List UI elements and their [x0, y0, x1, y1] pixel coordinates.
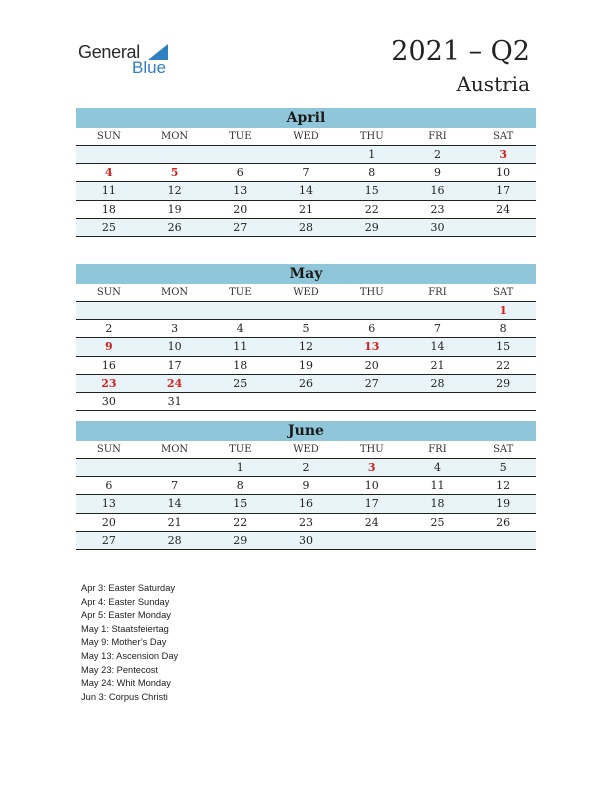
weekday-header-row — [76, 128, 536, 146]
day-cell: 25 — [101, 220, 116, 234]
day-cell: 4 — [433, 461, 441, 474]
day-cell: 24 — [364, 515, 379, 529]
holiday-item: Apr 5: Easter Monday — [81, 610, 171, 621]
day-cell: 8 — [236, 479, 244, 493]
day-cell: 7 — [433, 322, 441, 336]
weekday-label: MON — [160, 131, 189, 142]
day-cell: 17 — [496, 184, 511, 198]
empty-cell — [339, 532, 405, 549]
day-cell: 9 — [105, 340, 113, 354]
day-cell: 5 — [302, 322, 310, 336]
weekday-header-row — [76, 284, 536, 302]
day-cell: 20 — [233, 202, 248, 216]
month-may — [76, 264, 536, 411]
day-cell: 17 — [167, 358, 182, 372]
holiday-item: Apr 4: Easter Sunday — [81, 596, 170, 607]
day-cell: 16 — [299, 497, 314, 511]
day-cell: 31 — [167, 394, 182, 408]
week-row — [76, 302, 536, 320]
week-row — [76, 320, 536, 338]
day-cell: 27 — [233, 220, 248, 234]
weekday-label: WED — [293, 444, 319, 455]
month-header: April — [76, 108, 536, 128]
weekday-header-row — [76, 441, 536, 459]
weekday-label: THU — [359, 131, 384, 142]
week-row — [76, 477, 536, 495]
day-cell: 22 — [364, 202, 379, 216]
empty-cell — [207, 302, 273, 319]
weekday-label: SUN — [96, 444, 121, 455]
weekday-label: TUE — [229, 444, 252, 455]
empty-cell — [76, 146, 142, 163]
holiday-item: Jun 3: Corpus Christi — [81, 691, 168, 702]
weekday-label: WED — [293, 131, 319, 142]
day-cell: 3 — [499, 148, 507, 161]
day-cell: 14 — [167, 497, 182, 511]
month-june — [76, 421, 536, 550]
day-cell: 28 — [167, 533, 182, 547]
day-cell: 28 — [299, 220, 314, 234]
weekday-label: SUN — [96, 131, 121, 142]
day-cell: 8 — [499, 322, 507, 336]
day-cell: 25 — [233, 376, 248, 390]
day-cell: 1 — [499, 304, 507, 317]
day-cell: 10 — [496, 166, 511, 180]
empty-cell — [142, 459, 208, 476]
weekday-label: SAT — [493, 444, 514, 455]
week-row — [76, 182, 536, 200]
weekday-label: SUN — [96, 287, 121, 298]
day-cell: 27 — [101, 533, 116, 547]
day-cell: 6 — [236, 166, 244, 180]
day-cell: 11 — [101, 184, 116, 198]
day-cell: 11 — [233, 340, 248, 354]
empty-cell — [405, 532, 471, 549]
day-cell: 30 — [299, 533, 314, 547]
day-cell: 26 — [167, 220, 182, 234]
day-cell: 16 — [101, 358, 116, 372]
weekday-label: TUE — [229, 287, 252, 298]
holiday-item: May 13: Ascension Day — [81, 650, 179, 661]
day-cell: 12 — [167, 184, 182, 198]
day-cell: 19 — [496, 497, 511, 511]
weekday-label: WED — [293, 287, 319, 298]
day-cell: 5 — [170, 166, 179, 180]
month-header: June — [76, 421, 536, 441]
empty-cell — [405, 393, 471, 410]
day-cell: 2 — [433, 148, 441, 161]
empty-cell — [76, 459, 142, 476]
day-cell: 2 — [105, 322, 113, 336]
empty-cell — [207, 146, 273, 163]
day-cell: 4 — [105, 166, 113, 180]
empty-cell — [142, 302, 208, 319]
holiday-item: May 23: Pentecost — [81, 664, 158, 675]
day-cell: 23 — [101, 376, 117, 390]
country-name: Austria — [456, 72, 530, 96]
month-april — [76, 108, 536, 237]
week-row — [76, 357, 536, 375]
day-cell: 6 — [105, 479, 113, 493]
day-cell: 18 — [430, 497, 445, 511]
day-cell: 2 — [302, 461, 310, 474]
weekday-label: MON — [160, 444, 189, 455]
day-cell: 13 — [364, 340, 380, 354]
day-cell: 25 — [430, 515, 445, 529]
day-cell: 13 — [233, 184, 248, 198]
week-row — [76, 393, 536, 411]
holiday-item: May 9: Mother’s Day — [81, 637, 167, 648]
day-cell: 4 — [236, 322, 244, 336]
week-row — [76, 201, 536, 219]
empty-cell — [405, 302, 471, 319]
day-cell: 12 — [299, 340, 314, 354]
week-row — [76, 164, 536, 182]
day-cell: 8 — [368, 166, 376, 180]
day-cell: 18 — [233, 358, 248, 372]
weekday-label: FRI — [428, 444, 447, 455]
weekday-label: SAT — [493, 287, 514, 298]
day-cell: 7 — [171, 479, 179, 493]
week-row — [76, 219, 536, 237]
empty-cell — [339, 302, 405, 319]
weekday-label: THU — [359, 287, 384, 298]
day-cell: 20 — [101, 515, 116, 529]
weekday-label: THU — [359, 444, 384, 455]
day-cell: 23 — [299, 515, 314, 529]
day-cell: 12 — [496, 479, 511, 493]
day-cell: 28 — [430, 376, 445, 390]
day-cell: 5 — [499, 461, 507, 474]
empty-cell — [142, 146, 208, 163]
day-cell: 9 — [302, 479, 310, 493]
holiday-list — [81, 582, 178, 704]
empty-cell — [339, 393, 405, 410]
day-cell: 11 — [430, 479, 445, 493]
holiday-item: May 1: Staatsfeiertag — [81, 623, 169, 634]
day-cell: 6 — [368, 322, 376, 336]
empty-cell — [273, 393, 339, 410]
day-cell: 26 — [299, 376, 314, 390]
empty-cell — [76, 302, 142, 319]
day-cell: 9 — [433, 166, 441, 180]
day-cell: 3 — [367, 461, 376, 474]
empty-cell — [207, 393, 273, 410]
day-cell: 26 — [496, 515, 511, 529]
day-cell: 15 — [364, 184, 379, 198]
week-row — [76, 459, 536, 477]
logo-text-blue: Blue — [132, 58, 167, 77]
day-cell: 7 — [302, 166, 310, 180]
weekday-label: SAT — [493, 131, 514, 142]
week-row — [76, 495, 536, 513]
month-header: May — [76, 264, 536, 284]
day-cell: 1 — [368, 148, 376, 161]
day-cell: 16 — [430, 184, 445, 198]
day-cell: 14 — [430, 340, 445, 354]
day-cell: 22 — [233, 515, 248, 529]
day-cell: 30 — [430, 220, 445, 234]
day-cell: 14 — [299, 184, 314, 198]
day-cell: 29 — [496, 376, 511, 390]
day-cell: 22 — [496, 358, 511, 372]
day-cell: 24 — [496, 202, 511, 216]
day-cell: 10 — [364, 479, 379, 493]
day-cell: 19 — [167, 202, 182, 216]
holiday-item: May 24: Whit Monday — [81, 678, 171, 689]
empty-cell — [273, 302, 339, 319]
weekday-label: TUE — [229, 131, 252, 142]
weekday-label: FRI — [428, 131, 447, 142]
day-cell: 29 — [233, 533, 248, 547]
empty-cell — [470, 393, 536, 410]
day-cell: 1 — [236, 461, 244, 474]
day-cell: 18 — [101, 202, 116, 216]
page-title: 2021 – Q2 — [391, 36, 530, 67]
day-cell: 13 — [101, 497, 116, 511]
day-cell: 24 — [166, 376, 183, 390]
empty-cell — [470, 219, 536, 236]
empty-cell — [470, 532, 536, 549]
week-row — [76, 338, 536, 356]
weekday-label: FRI — [428, 287, 447, 298]
day-cell: 21 — [430, 358, 445, 372]
week-row — [76, 375, 536, 393]
week-row — [76, 514, 536, 532]
day-cell: 17 — [364, 497, 379, 511]
day-cell: 3 — [171, 322, 179, 336]
day-cell: 15 — [233, 497, 248, 511]
week-row — [76, 146, 536, 164]
holiday-item: Apr 3: Easter Saturday — [81, 583, 176, 593]
empty-cell — [273, 146, 339, 163]
day-cell: 21 — [299, 202, 314, 216]
day-cell: 10 — [167, 340, 182, 354]
day-cell: 21 — [167, 515, 182, 529]
day-cell: 30 — [101, 394, 116, 408]
day-cell: 27 — [364, 376, 379, 390]
logo-text-general: General — [78, 42, 140, 62]
weekday-label: MON — [160, 287, 189, 298]
day-cell: 19 — [299, 358, 314, 372]
week-row — [76, 532, 536, 550]
day-cell: 23 — [430, 202, 445, 216]
day-cell: 20 — [364, 358, 379, 372]
day-cell: 29 — [364, 220, 379, 234]
day-cell: 15 — [496, 340, 511, 354]
